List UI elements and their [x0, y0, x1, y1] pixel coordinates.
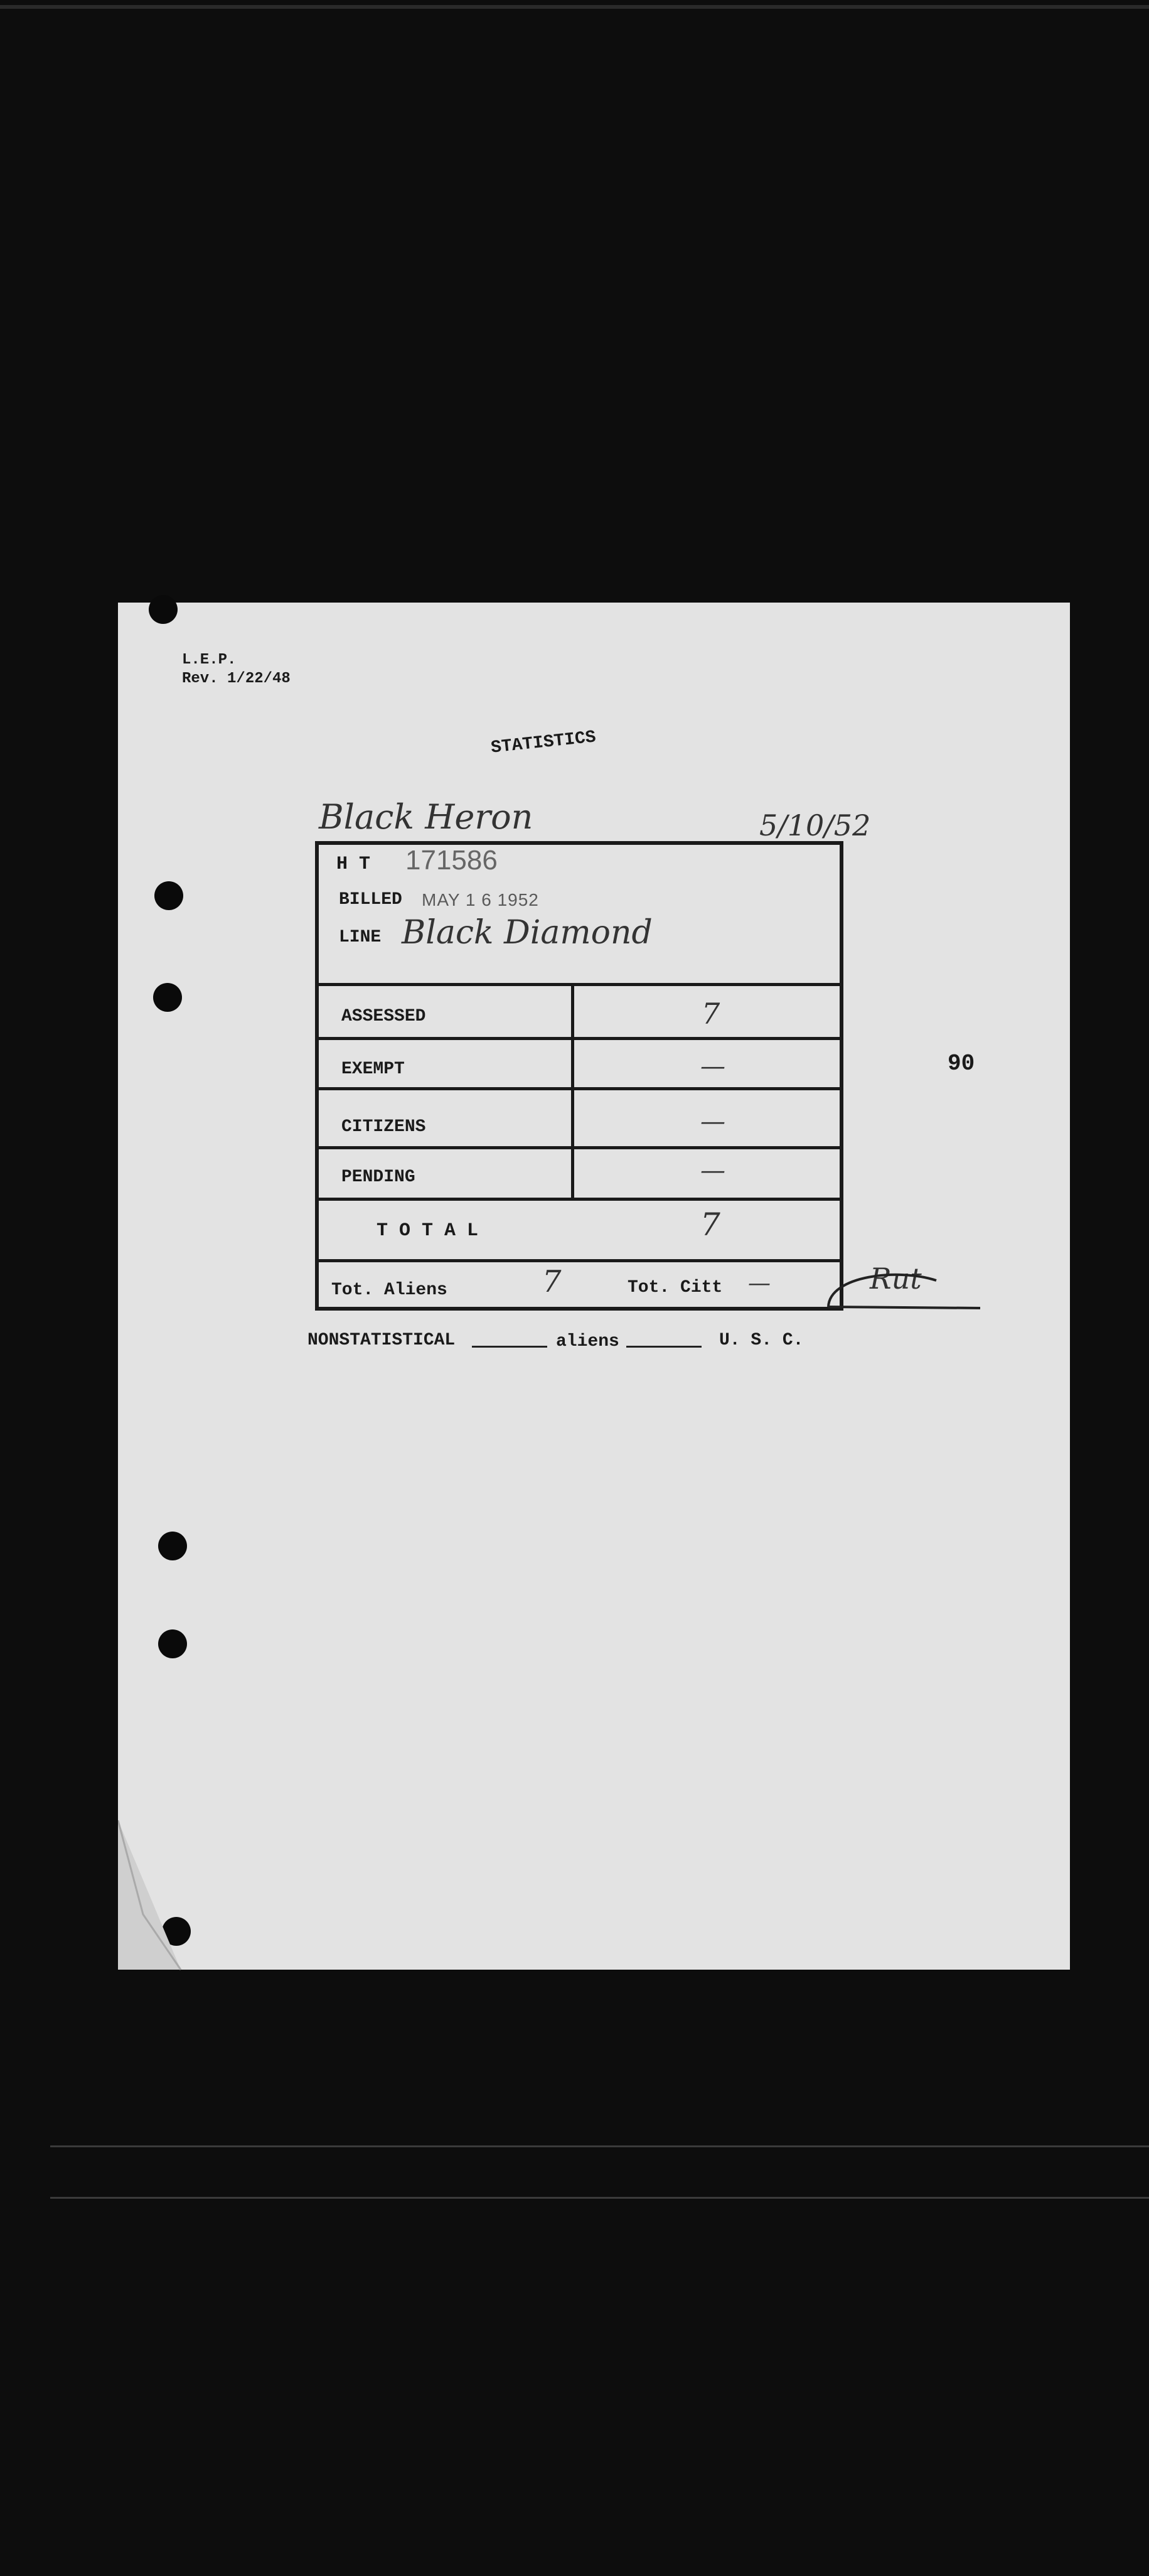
form-divider	[319, 1198, 840, 1201]
nonstat-blank-1	[472, 1346, 547, 1348]
ht-label: H T	[336, 854, 371, 875]
nonstatistical-aliens-label: aliens	[556, 1332, 619, 1351]
statistics-stamp: STATISTICS	[489, 727, 597, 758]
tot-citt-value: —	[748, 1270, 771, 1296]
form-divider	[319, 983, 840, 986]
punch-hole	[154, 881, 183, 910]
row-label-pending: PENDING	[341, 1167, 415, 1187]
form-code-line1: L.E.P.	[182, 652, 237, 668]
film-edge-top	[0, 5, 1149, 9]
total-label: T O T A L	[377, 1220, 479, 1242]
tot-aliens-label: Tot. Aliens	[331, 1280, 447, 1300]
row-value-assessed: 7	[702, 997, 720, 1031]
initials-signature: Rut	[870, 1262, 922, 1296]
row-value-exempt: —	[700, 1052, 725, 1081]
initials-oval-icon	[823, 1263, 986, 1313]
nonstatistical-usc-label: U. S. C.	[719, 1331, 804, 1350]
film-line-lower	[50, 2197, 1149, 2199]
film-line-upper	[50, 2145, 1149, 2147]
form-divider	[319, 1146, 840, 1149]
punch-hole	[158, 1532, 187, 1560]
line-name: Black Diamond	[402, 914, 653, 952]
nonstatistical-label: NONSTATISTICAL	[307, 1331, 456, 1350]
ht-number-stamp: 171586	[405, 845, 498, 876]
punch-hole	[158, 1629, 187, 1658]
form-divider	[319, 1037, 840, 1040]
tot-citt-label: Tot. Citt	[628, 1278, 723, 1297]
row-label-exempt: EXEMPT	[341, 1060, 405, 1079]
billed-date-stamp: MAY 1 6 1952	[422, 890, 539, 910]
form-divider	[319, 1087, 840, 1090]
tot-aliens-value: 7	[542, 1264, 562, 1299]
form-column-divider	[571, 983, 574, 1199]
folded-corner-icon	[118, 1820, 193, 1971]
nonstat-blank-2	[626, 1346, 702, 1348]
billed-label: BILLED	[339, 890, 402, 910]
line-label: LINE	[339, 928, 382, 947]
handwritten-date: 5/10/52	[759, 808, 871, 842]
punch-hole	[153, 983, 182, 1012]
form-code-line2: Rev. 1/22/48	[182, 670, 291, 687]
total-value: 7	[700, 1206, 720, 1243]
form-divider	[319, 1259, 840, 1262]
row-value-pending: —	[700, 1156, 725, 1185]
row-value-citizens: —	[700, 1107, 725, 1136]
punch-hole	[149, 595, 178, 624]
vessel-name: Black Heron	[319, 797, 533, 837]
row-label-assessed: ASSESSED	[341, 1007, 426, 1026]
row-label-citizens: CITIZENS	[341, 1117, 426, 1137]
page-number: 90	[948, 1051, 975, 1076]
